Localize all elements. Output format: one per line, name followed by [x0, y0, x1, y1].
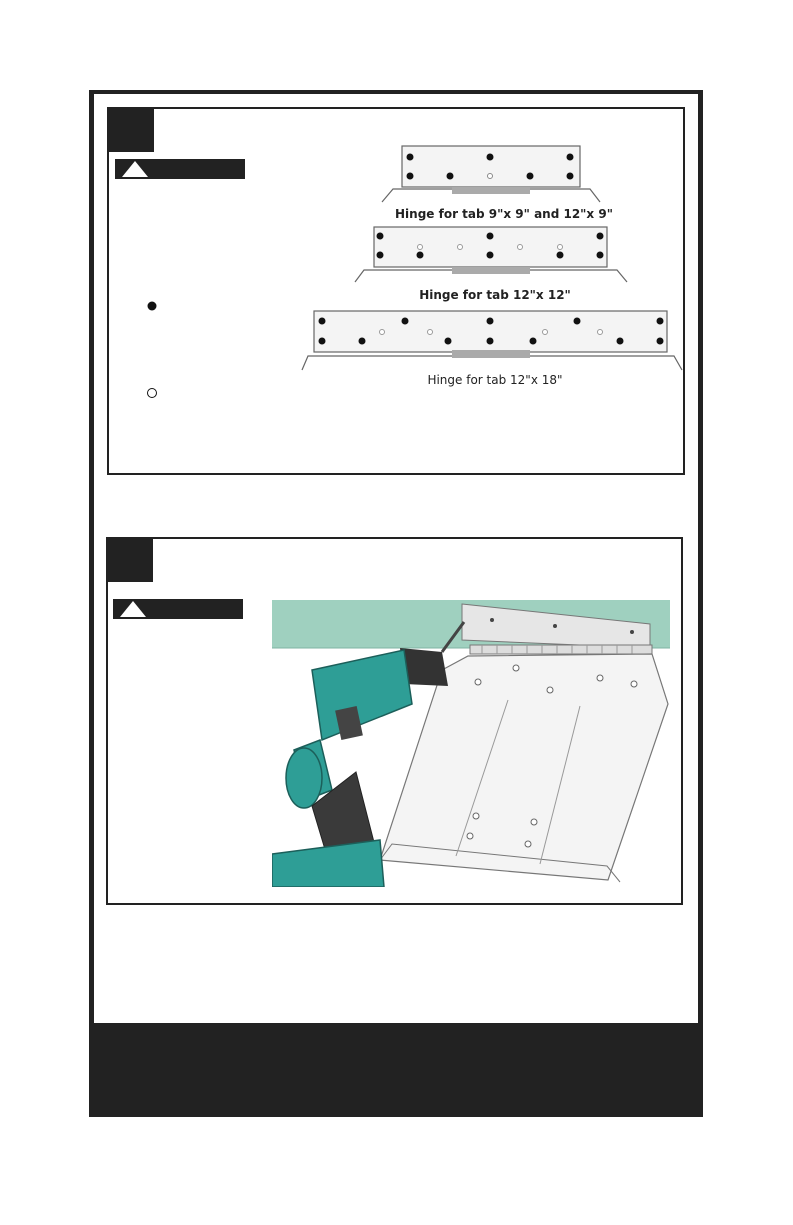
warning-banner [113, 599, 243, 619]
warning-triangle-icon [120, 601, 146, 617]
step-2-number-tab [108, 539, 153, 582]
hinge-12x12-drawing [355, 227, 627, 282]
hinge-caption-12x18: Hinge for tab 12"x 18" [427, 373, 563, 387]
hinge-9x9-drawing [382, 146, 600, 202]
drill-installation-illustration [272, 600, 670, 887]
hinge-caption-12x12: Hinge for tab 12"x 12" [419, 288, 571, 302]
hinge-caption-9x9: Hinge for tab 9"x 9" and 12"x 9" [395, 207, 613, 221]
hinge-12x18-drawing [302, 311, 682, 370]
